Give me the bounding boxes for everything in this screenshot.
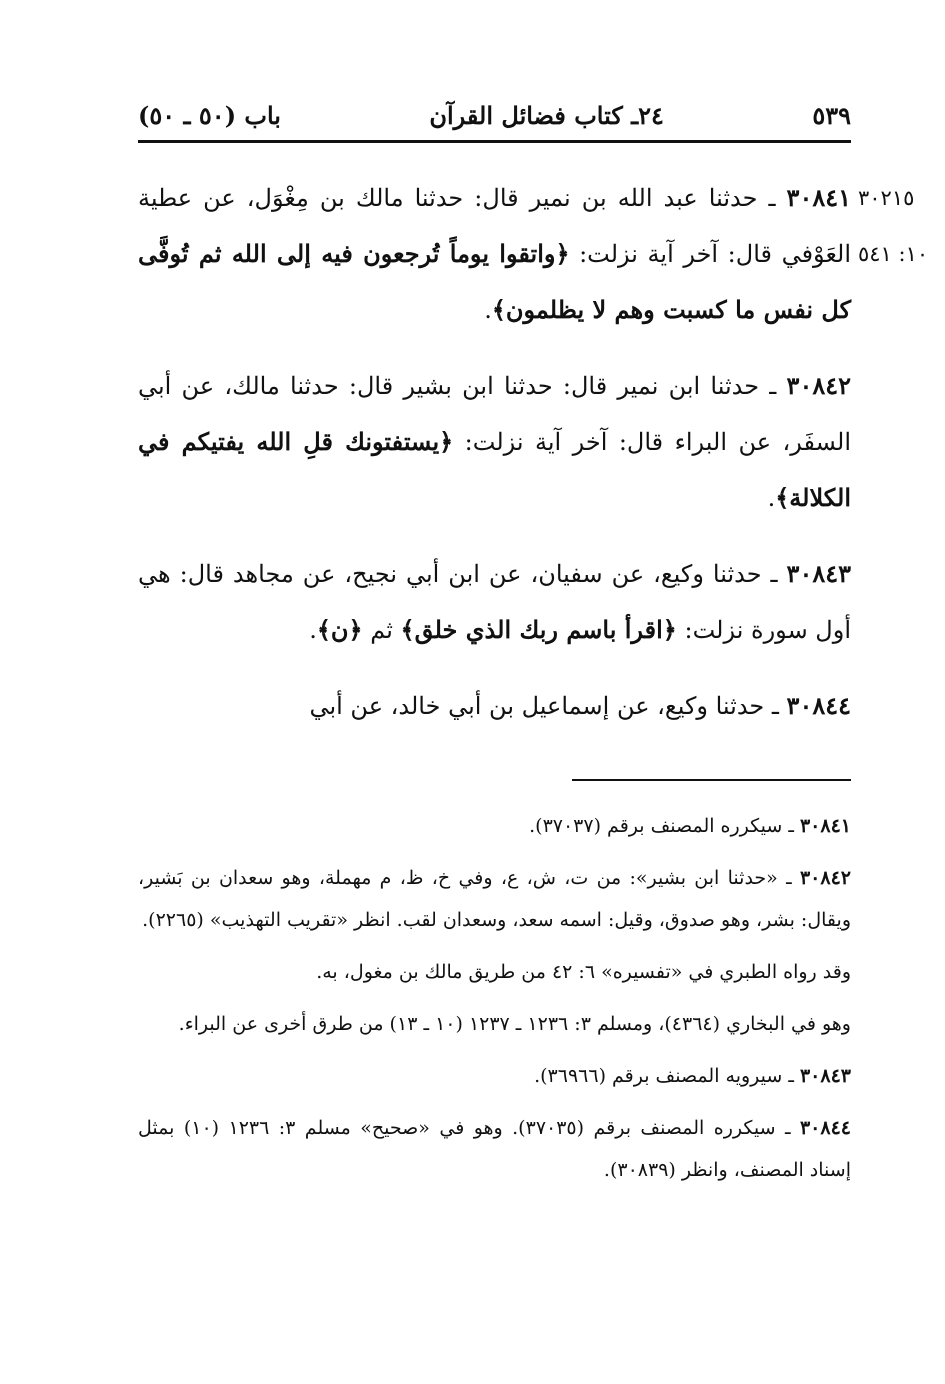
book-title: ٢٤ـ كتاب فضائل القرآن — [429, 100, 664, 130]
footnotes — [138, 805, 851, 1201]
footnote-number: ٣٠٨٤١ — [799, 815, 851, 837]
hadith-end: . — [767, 484, 776, 512]
hadith-text: ـ حدثنا وكيع، عن إسماعيل بن أبي خالد، عن أبي — [309, 692, 787, 720]
page-header — [138, 92, 851, 138]
hadith-number: ٣٠٨٤٤ — [786, 691, 851, 720]
footnote-text: ـ سيكرره المصنف برقم (٣٧٠٣٧). — [529, 815, 800, 837]
hadith-end: . — [484, 296, 492, 324]
margin-ref-2: ١٠: ٥٤١ — [858, 242, 929, 266]
margin-references — [858, 170, 938, 282]
quran-quote: ﴿يستفتونك قلِ الله يفتيكم في الكلالة﴾ — [138, 427, 851, 512]
hadith-30844 — [138, 678, 851, 734]
footnote-rule — [572, 779, 851, 781]
chapter-title: باب (٥٠ ـ ٥٠) — [138, 100, 281, 130]
footnote — [138, 805, 851, 847]
footnote-number: ٣٠٨٤٤ — [799, 1117, 851, 1139]
footnote-text: ـ سيرويه المصنف برقم (٣٦٩٦٦). — [534, 1065, 800, 1087]
hadith-number: ٣٠٨٤١ — [786, 183, 851, 212]
hadith-30843 — [138, 546, 851, 658]
header-rule — [138, 140, 851, 143]
footnote — [138, 951, 851, 993]
hadith-text: ـ حدثنا ابن نمير قال: حدثنا ابن بشير قال: حدثنا مالك، عن أبي السفَر، عن البراء قال: آخر آية نزلت: — [138, 372, 852, 456]
hadith-number: ٣٠٨٤٣ — [786, 559, 851, 588]
footnote — [138, 1003, 851, 1045]
quran-quote: ﴿اقرأ باسم ربك الذي خلق﴾ — [400, 615, 677, 644]
footnote-text: ـ سيكرره المصنف برقم (٣٧٠٣٥). وهو في «صحيح» مسلم ٣: ١٢٣٦ (١٠) بمثل إسناد المصنف، وانظر (٣٠٨٣٩). — [138, 1117, 851, 1181]
main-text — [138, 170, 851, 754]
hadith-end: . — [309, 616, 317, 644]
hadith-text: ـ حدثنا وكيع، عن سفيان، عن ابن أبي نجيح، عن مجاهد قال: هي أول سورة نزلت: — [138, 560, 851, 644]
hadith-30842 — [138, 358, 851, 526]
hadith-number: ٣٠٨٤٢ — [786, 371, 851, 400]
footnote — [138, 857, 851, 941]
footnote — [138, 1107, 851, 1191]
margin-ref-1: ٣٠٢١٥ — [858, 186, 915, 210]
footnote-number: ٣٠٨٤٣ — [799, 1065, 851, 1087]
quran-quote: ﴿واتقوا يوماً تُرجعون فيه إلى الله ثم تُوفَّى كل نفس ما كسبت وهم لا يظلمون﴾ — [138, 239, 851, 324]
footnote-text: وهو في البخاري (٤٣٦٤)، ومسلم ٣: ١٢٣٦ ـ ١٢٣٧ (١٠ ـ ١٣) من طرق أخرى عن البراء. — [178, 1013, 851, 1035]
hadith-30841 — [138, 170, 851, 338]
footnote — [138, 1055, 851, 1097]
footnote-text: وقد رواه الطبري في «تفسيره» ٦: ٤٢ من طريق مالك بن مغول، به. — [316, 961, 851, 983]
footnote-number: ٣٠٨٤٢ — [799, 867, 851, 889]
quran-quote-2: ﴿ن﴾ — [316, 615, 363, 644]
hadith-text: ـ حدثنا عبد الله بن نمير قال: حدثنا مالك بن مِغْوَل، عن عطية العَوْفي قال: آخر آية نزلت: — [138, 184, 851, 268]
hadith-middle: ثم — [362, 616, 401, 644]
page-number: ٥٣٩ — [812, 100, 851, 130]
footnote-text: ـ «حدثنا ابن بشير»: من ت، ش، ع، وفي خ، ظ، م مهملة، وهو سعدان بن بَشير، ويقال: بشر، وهو صدوق، وقيل: اسمه سعد، وسعدان لقب. انظر «تقريب التهذيب» (٢٢٦٥). — [138, 867, 851, 931]
